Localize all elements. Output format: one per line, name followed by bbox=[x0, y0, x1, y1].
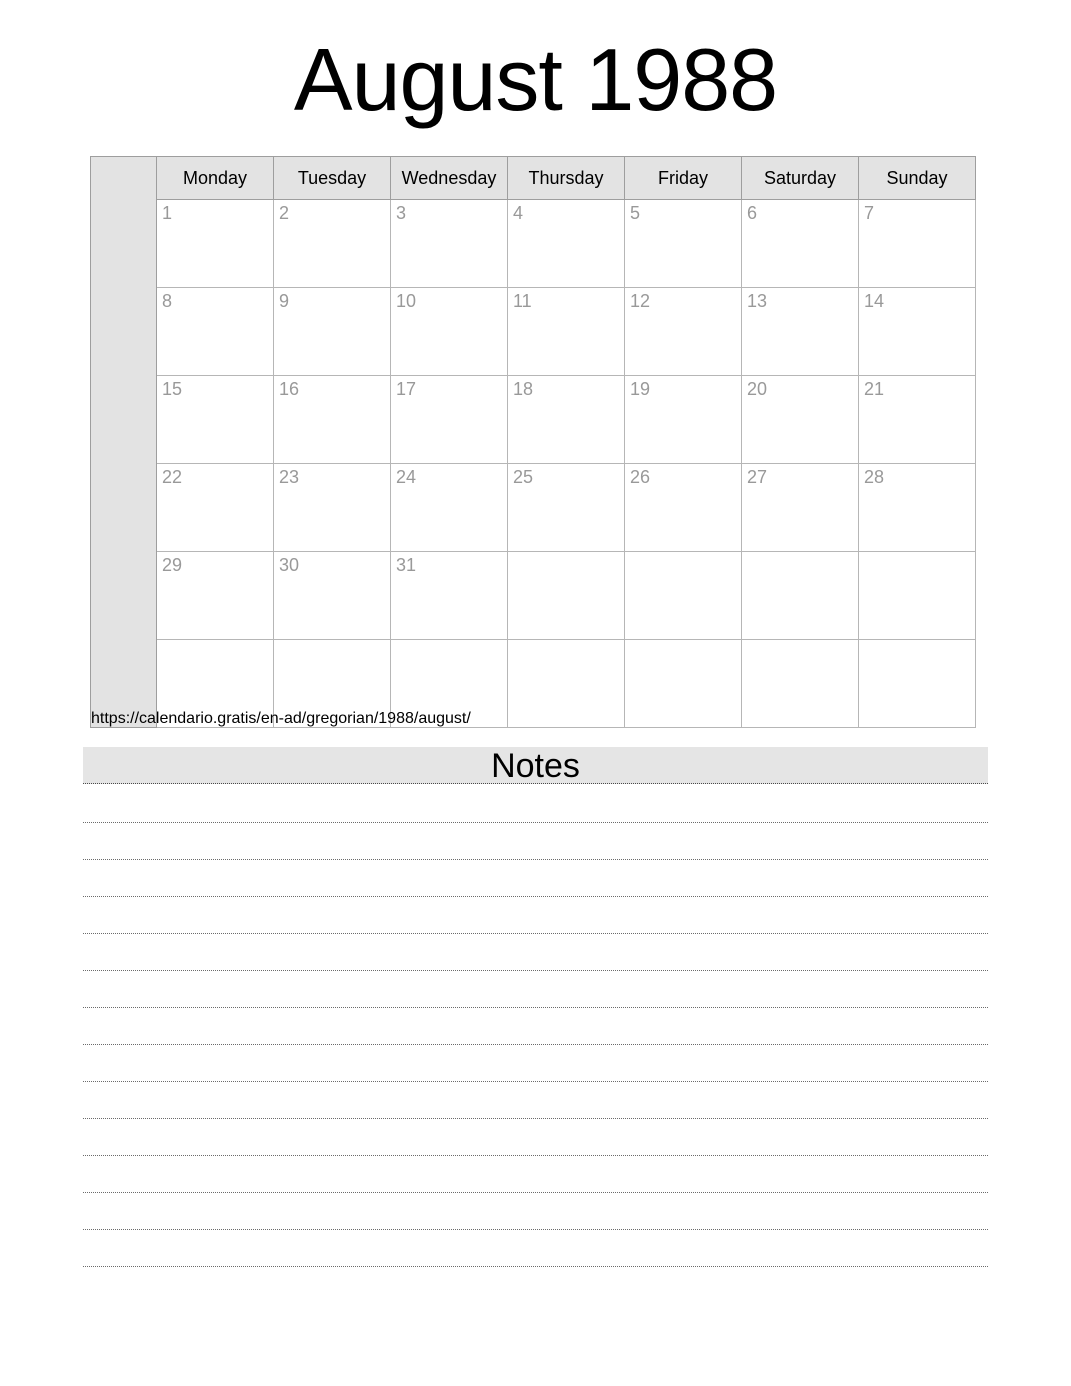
calendar-table bbox=[90, 156, 976, 728]
weekday-header-saturday: Saturday bbox=[742, 157, 859, 200]
day-cell-empty bbox=[859, 640, 976, 728]
day-cell-empty bbox=[742, 552, 859, 640]
calendar-week-row bbox=[91, 200, 976, 288]
calendar-week-row bbox=[91, 288, 976, 376]
day-cell-5 bbox=[625, 200, 742, 288]
day-number: 5 bbox=[630, 203, 641, 223]
weekday-header-wednesday: Wednesday bbox=[391, 157, 508, 200]
day-number: 22 bbox=[162, 467, 183, 487]
day-number: 17 bbox=[396, 379, 417, 399]
day-number: 18 bbox=[513, 379, 534, 399]
notes-section bbox=[83, 747, 988, 1267]
day-number: 26 bbox=[630, 467, 651, 487]
day-cell-9 bbox=[274, 288, 391, 376]
weekday-header-monday: Monday bbox=[157, 157, 274, 200]
day-number: 28 bbox=[864, 467, 885, 487]
day-cell-17 bbox=[391, 376, 508, 464]
day-number: 9 bbox=[279, 291, 290, 311]
day-number: 8 bbox=[162, 291, 173, 311]
source-url-text: https://calendario.gratis/en-ad/gregorian/1988/august/ bbox=[91, 710, 471, 727]
day-cell-29 bbox=[157, 552, 274, 640]
day-number: 31 bbox=[396, 555, 417, 575]
notes-header-bar bbox=[83, 747, 988, 784]
day-cell-31 bbox=[391, 552, 508, 640]
day-number: 19 bbox=[630, 379, 651, 399]
calendar-week-row bbox=[91, 552, 976, 640]
day-number: 12 bbox=[630, 291, 651, 311]
note-line bbox=[83, 823, 988, 860]
day-cell-14 bbox=[859, 288, 976, 376]
day-cell-1 bbox=[157, 200, 274, 288]
day-number: 10 bbox=[396, 291, 417, 311]
note-line bbox=[83, 934, 988, 971]
day-cell-empty bbox=[508, 552, 625, 640]
day-number: 7 bbox=[864, 203, 875, 223]
day-cell-empty bbox=[625, 552, 742, 640]
day-number: 30 bbox=[279, 555, 300, 575]
note-line bbox=[83, 1193, 988, 1230]
calendar-week-row bbox=[91, 464, 976, 552]
day-number: 4 bbox=[513, 203, 524, 223]
day-cell-10 bbox=[391, 288, 508, 376]
day-number: 13 bbox=[747, 291, 768, 311]
day-number: 2 bbox=[279, 203, 290, 223]
day-cell-empty bbox=[859, 552, 976, 640]
note-line bbox=[83, 784, 988, 823]
note-line bbox=[83, 971, 988, 1008]
day-cell-23 bbox=[274, 464, 391, 552]
day-number: 24 bbox=[396, 467, 417, 487]
day-cell-20 bbox=[742, 376, 859, 464]
day-cell-19 bbox=[625, 376, 742, 464]
day-cell-26 bbox=[625, 464, 742, 552]
day-cell-21 bbox=[859, 376, 976, 464]
day-cell-13 bbox=[742, 288, 859, 376]
day-cell-8 bbox=[157, 288, 274, 376]
day-number: 6 bbox=[747, 203, 758, 223]
day-cell-28 bbox=[859, 464, 976, 552]
note-line bbox=[83, 860, 988, 897]
note-line bbox=[83, 1045, 988, 1082]
note-line bbox=[83, 1230, 988, 1267]
day-cell-7 bbox=[859, 200, 976, 288]
day-number: 29 bbox=[162, 555, 183, 575]
weekday-header-thursday: Thursday bbox=[508, 157, 625, 200]
day-number: 20 bbox=[747, 379, 768, 399]
day-number: 27 bbox=[747, 467, 768, 487]
day-cell-3 bbox=[391, 200, 508, 288]
day-number: 1 bbox=[162, 203, 173, 223]
calendar-week-row bbox=[91, 376, 976, 464]
day-cell-12 bbox=[625, 288, 742, 376]
day-cell-22 bbox=[157, 464, 274, 552]
day-number: 11 bbox=[513, 291, 532, 311]
day-cell-4 bbox=[508, 200, 625, 288]
note-line bbox=[83, 1119, 988, 1156]
day-cell-15 bbox=[157, 376, 274, 464]
day-cell-empty bbox=[742, 640, 859, 728]
note-line bbox=[83, 1082, 988, 1119]
note-line bbox=[83, 1156, 988, 1193]
calendar-body bbox=[91, 157, 976, 728]
day-number: 15 bbox=[162, 379, 183, 399]
day-cell-16 bbox=[274, 376, 391, 464]
day-cell-27 bbox=[742, 464, 859, 552]
weekday-header-tuesday: Tuesday bbox=[274, 157, 391, 200]
week-gutter-column bbox=[91, 157, 157, 728]
day-number: 23 bbox=[279, 467, 300, 487]
day-number: 21 bbox=[864, 379, 885, 399]
day-cell-25 bbox=[508, 464, 625, 552]
day-cell-empty bbox=[508, 640, 625, 728]
note-line bbox=[83, 897, 988, 934]
day-cell-18 bbox=[508, 376, 625, 464]
day-cell-6 bbox=[742, 200, 859, 288]
notes-lines bbox=[83, 784, 988, 1267]
day-cell-30 bbox=[274, 552, 391, 640]
weekday-header-sunday: Sunday bbox=[859, 157, 976, 200]
notes-title: Notes bbox=[491, 747, 580, 785]
day-cell-11 bbox=[508, 288, 625, 376]
day-number: 16 bbox=[279, 379, 300, 399]
day-cell-2 bbox=[274, 200, 391, 288]
day-number: 3 bbox=[396, 203, 407, 223]
day-cell-24 bbox=[391, 464, 508, 552]
day-number: 14 bbox=[864, 291, 885, 311]
note-line bbox=[83, 1008, 988, 1045]
weekday-header-friday: Friday bbox=[625, 157, 742, 200]
page-title: August 1988 bbox=[293, 30, 778, 129]
day-cell-empty bbox=[625, 640, 742, 728]
day-number: 25 bbox=[513, 467, 534, 487]
